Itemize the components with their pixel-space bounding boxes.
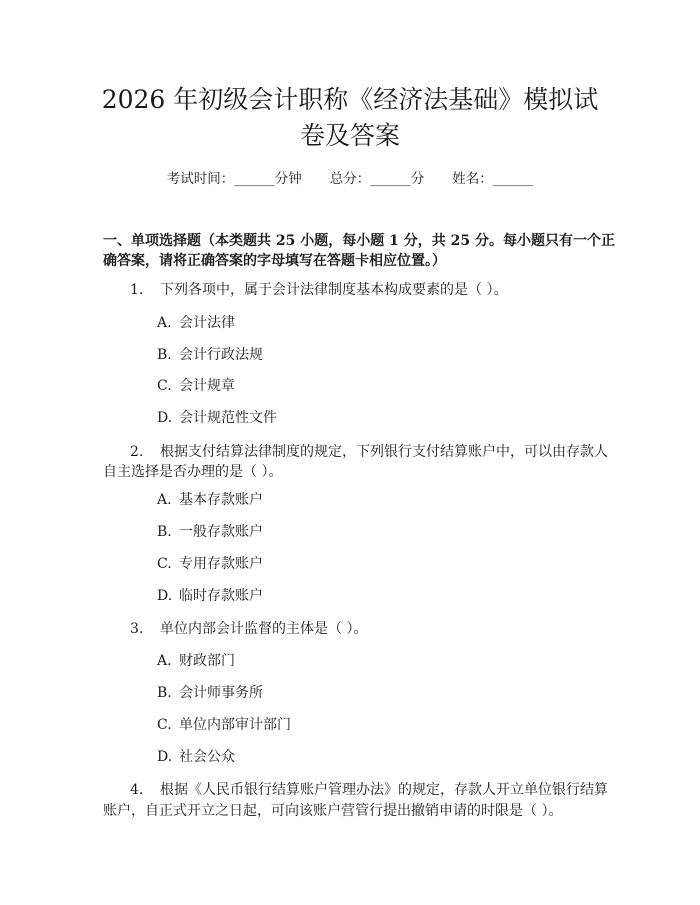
question-2-continuation: 自主选择是否办理的是（ ）。 (103, 464, 283, 480)
option-text: 财政部门 (179, 653, 235, 669)
option-text: 会计师事务所 (179, 685, 263, 701)
option-letter: A. (157, 653, 172, 669)
option-text: 会计行政法规 (179, 347, 263, 363)
question-text: 下列各项中，属于会计法律制度基本构成要素的是（ ）。 (160, 282, 508, 298)
page-title-line-2: 卷及答案 (299, 121, 400, 150)
option-text: 一般存款账户 (179, 524, 263, 540)
option-a (157, 313, 235, 333)
option-letter: D. (157, 588, 173, 604)
question-number: 1. (130, 282, 144, 298)
question-text: 单位内部会计监督的主体是（ ）。 (160, 621, 368, 637)
option-text: 社会公众 (179, 749, 235, 765)
question-4-continuation: 账户，自正式开立之日起，可向该账户营管行提出撤销申请的时限是（ ）。 (103, 803, 563, 819)
option-c (157, 554, 263, 574)
question-number: 4. (130, 782, 144, 798)
option-c (157, 715, 291, 735)
option-letter: D. (157, 749, 173, 765)
question-text: 根据支付结算法律制度的规定，下列银行支付结算账户中，可以由存款人 (160, 444, 608, 460)
option-a (157, 651, 235, 671)
option-c (157, 376, 235, 396)
option-letter: C. (157, 378, 172, 394)
section-heading-line-2: 确答案，请将正确答案的字母填写在答题卡相应位置。） (103, 253, 446, 269)
option-a (157, 490, 263, 510)
exam-meta (0, 167, 700, 187)
option-b (157, 522, 263, 542)
option-letter: B. (157, 347, 172, 363)
option-letter: B. (157, 685, 172, 701)
option-letter: C. (157, 717, 172, 733)
question-number: 2. (130, 444, 144, 460)
section-heading-line-1: 一、单项选择题（本类题共 25 小题，每小题 1 分，共 25 分。每小题只有一个正 (103, 233, 615, 249)
question-text: 根据《人民币银行结算账户管理办法》的规定，存款人开立单位银行结算 (160, 782, 608, 798)
option-letter: A. (157, 315, 172, 331)
option-letter: A. (157, 492, 172, 508)
total-score-label: 总分：______分 (329, 171, 425, 187)
option-d (157, 586, 263, 606)
option-letter: D. (157, 410, 173, 426)
option-b (157, 345, 263, 365)
option-text: 基本存款账户 (179, 492, 263, 508)
question-3 (130, 617, 367, 641)
question-number: 3. (130, 621, 144, 637)
option-d (157, 747, 235, 767)
option-text: 会计规章 (179, 378, 235, 394)
option-letter: B. (157, 524, 172, 540)
option-b (157, 683, 263, 703)
option-text: 专用存款账户 (179, 556, 263, 572)
option-letter: C. (157, 556, 172, 572)
exam-time-label: 考试时间：______分钟 (166, 171, 302, 187)
question-1 (130, 278, 507, 302)
name-label: 姓名：______ (452, 171, 534, 187)
option-text: 临时存款账户 (179, 588, 263, 604)
option-text: 会计法律 (179, 315, 235, 331)
option-text: 单位内部审计部门 (179, 717, 291, 733)
option-d (157, 408, 277, 428)
option-text: 会计规范性文件 (179, 410, 277, 426)
page-title-line-1: 2026 年初级会计职称《经济法基础》模拟试 (101, 85, 599, 114)
